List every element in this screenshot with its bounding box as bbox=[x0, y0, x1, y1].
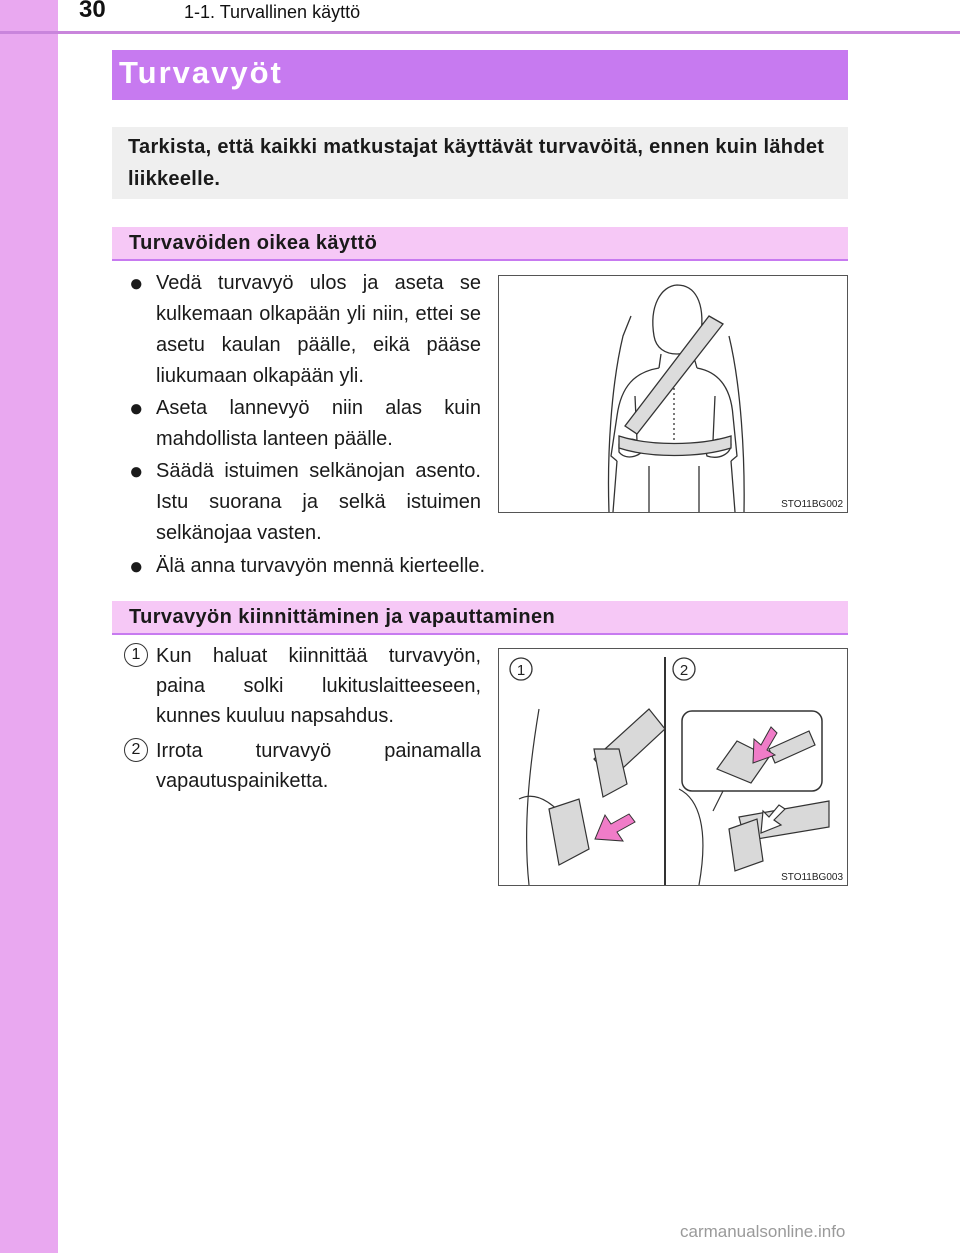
bullet-text: Säädä istuimen selkänojan asento. Istu suorana ja selkä istuimen selkänojaa vasten. bbox=[156, 460, 481, 544]
figure-code: STO11BG003 bbox=[781, 872, 843, 883]
intro-box bbox=[112, 127, 848, 199]
bullet-dot: ● bbox=[129, 458, 144, 485]
step-text: Kun haluat kiinnittää turvavyön, paina solki lukituslaitteeseen, kunnes kuuluu napsahdus. bbox=[156, 645, 481, 727]
section-heading-correct-use bbox=[112, 227, 848, 261]
seated-person-illustration bbox=[499, 276, 847, 512]
bullet-dot: ● bbox=[129, 553, 144, 580]
watermark: carmanualsonline.info bbox=[680, 1222, 846, 1241]
figure-label: 1 bbox=[516, 662, 526, 679]
step-number: 1 bbox=[124, 643, 148, 667]
bullet-item bbox=[129, 393, 481, 455]
step-text: Irrota turvavyö painamalla vapautuspainiketta. bbox=[156, 740, 481, 792]
buckle-illustration bbox=[499, 649, 847, 885]
step-number: 2 bbox=[124, 738, 148, 762]
figure-label: 2 bbox=[679, 662, 689, 679]
page-title-bar bbox=[112, 50, 848, 100]
section-heading-fasten-release bbox=[112, 601, 848, 635]
page-title: Turvavyöt bbox=[119, 55, 283, 90]
bullet-dot: ● bbox=[129, 270, 144, 297]
intro-text: Tarkista, että kaikki matkustajat käyttävät turvavöitä, ennen kuin lähdet liikkeelle. bbox=[128, 136, 825, 190]
bullet-dot: ● bbox=[129, 395, 144, 422]
section-heading-text: Turvavöiden oikea käyttö bbox=[129, 232, 378, 254]
chapter-title: 1-1. Turvallinen käyttö bbox=[184, 2, 361, 22]
section-heading-text: Turvavyön kiinnittäminen ja vapauttaminen bbox=[129, 606, 556, 628]
buckle-figure bbox=[498, 648, 848, 886]
page-number: 30 bbox=[79, 0, 106, 23]
bullet-text: Älä anna turvavyön mennä kierteelle. bbox=[156, 555, 486, 577]
bullet-item bbox=[129, 268, 481, 392]
bullet-item bbox=[129, 456, 481, 549]
seatbelt-posture-figure bbox=[498, 275, 848, 513]
bullet-item bbox=[129, 551, 689, 582]
sidebar-tab bbox=[0, 0, 58, 1253]
bullet-text: Vedä turvavyö ulos ja aseta se kulkemaan olkapään yli niin, ettei se asetu kaulan päälle, eikä pääse liukumaan olkapään yli. bbox=[156, 272, 481, 387]
figure-code: STO11BG002 bbox=[781, 499, 843, 510]
header-divider bbox=[0, 31, 960, 34]
bullet-text: Aseta lannevyö niin alas kuin mahdollista lanteen päälle. bbox=[156, 397, 481, 450]
